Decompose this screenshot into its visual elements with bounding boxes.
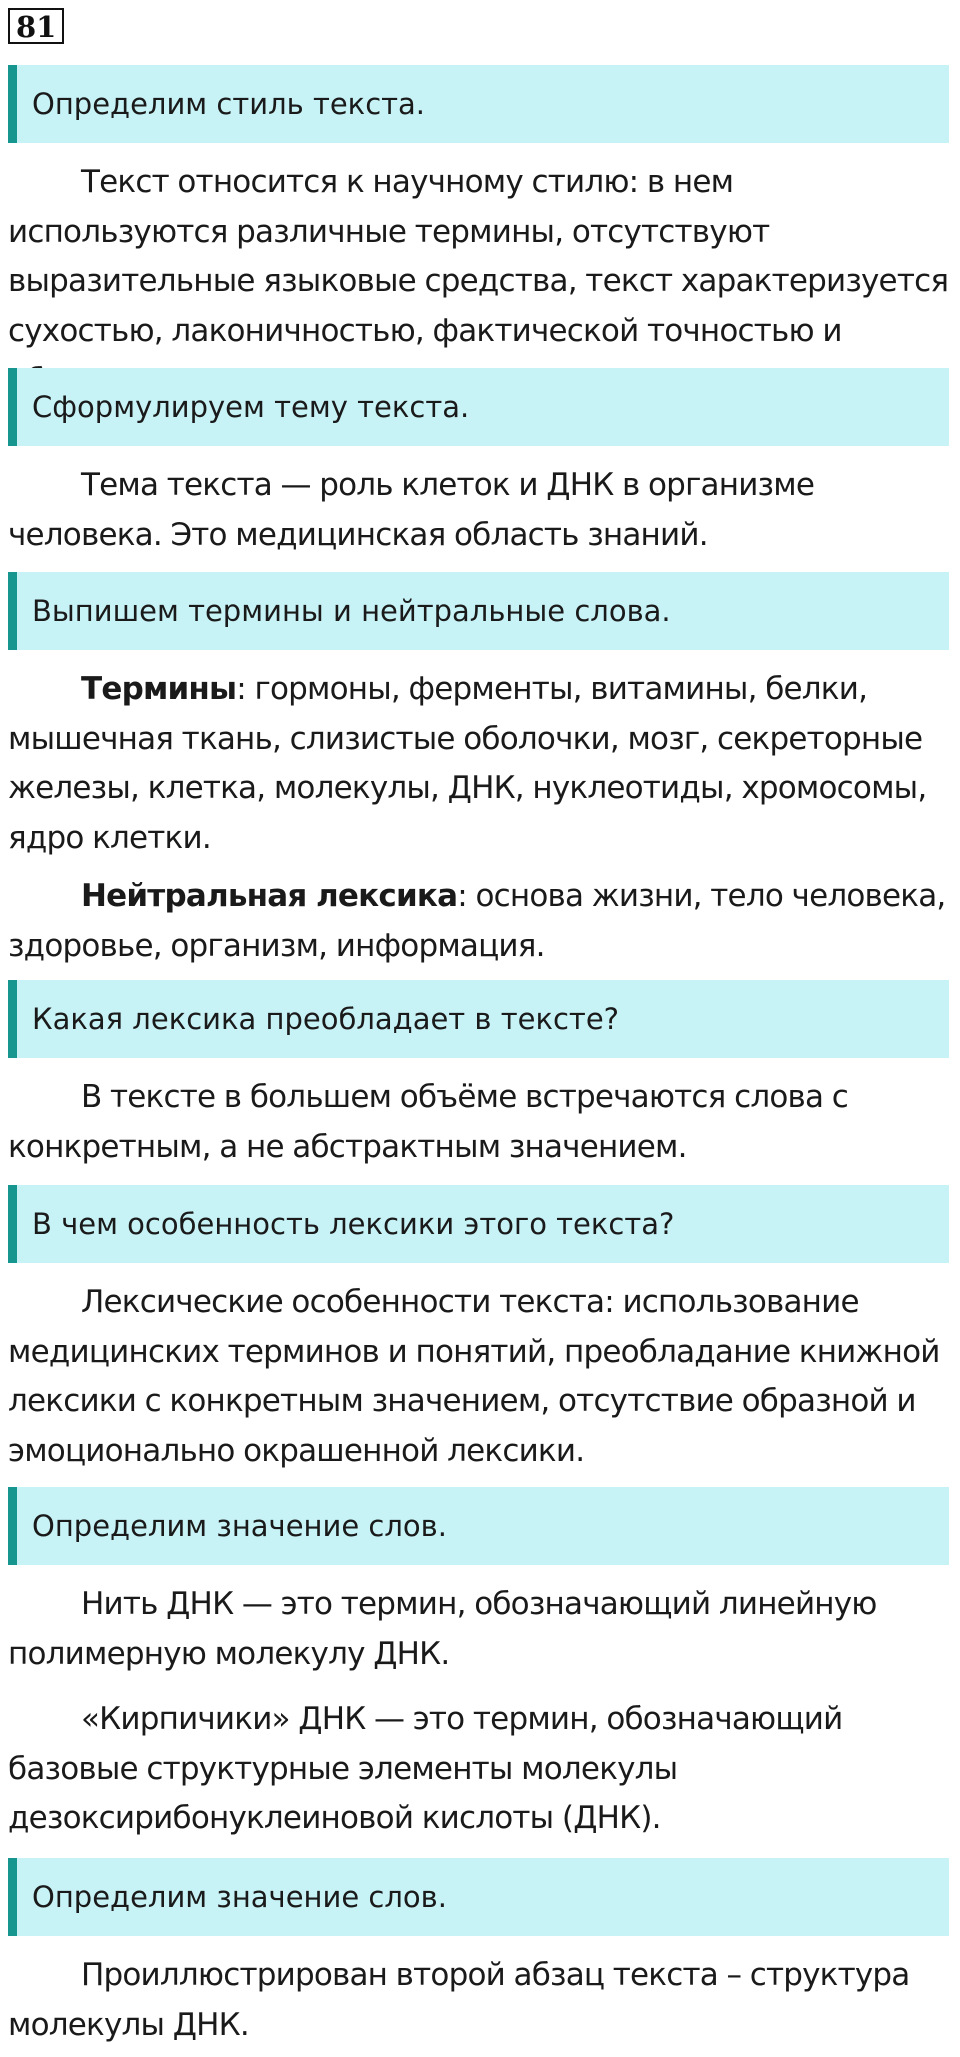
- paragraph: Нить ДНК — это термин, обозначающий линейную полимерную молекулу ДНК.: [8, 1586, 877, 1672]
- paragraph-text: : гормоны, ферменты, витамины, белки, мышечная ткань, слизистые оболочки, мозг, секреторные железы, клетка, молекулы, ДНК, нуклеотиды, хромосомы, ядро клетки.: [8, 671, 927, 856]
- section-heading: Определим стиль текста.: [8, 65, 949, 143]
- section-heading: Определим значение слов.: [8, 1858, 949, 1936]
- exercise-number: 81: [8, 8, 64, 44]
- paragraph: Проиллюстрирован второй абзац текста – структура молекулы ДНК.: [8, 1957, 910, 2043]
- section-heading: Определим значение слов.: [8, 1487, 949, 1565]
- term-label: Нейтральная лексика: [81, 878, 458, 914]
- term-label: Термины: [81, 671, 237, 707]
- section-heading: В чем особенность лексики этого текста?: [8, 1185, 949, 1263]
- paragraph-text: : основа жизни, тело человека, здоровье, организм, информация.: [8, 878, 946, 964]
- section-heading: Выпишем термины и нейтральные слова.: [8, 572, 949, 650]
- paragraph: Тема текста — роль клеток и ДНК в организме человека. Это медицинская область знаний.: [8, 467, 815, 553]
- paragraph: Лексические особенности текста: использование медицинских терминов и понятий, преобладание книжной лексики с конкретным значением, отсутствие образной и эмоционально окрашенной лексики.: [8, 1284, 940, 1469]
- paragraph: Текст относится к научному стилю: в нем используются различные термины, отсутствуют выразительные языковые средства, текст характеризуется сухостью, лаконичностью, фактической точностью и: [8, 164, 949, 349]
- paragraph: В тексте в большем объёме встречаются слова с конкретным, а не абстрактным значением.: [8, 1079, 848, 1165]
- paragraph: [8, 872, 953, 971]
- section-heading: Какая лексика преобладает в тексте?: [8, 980, 949, 1058]
- section-heading: Сформулируем тему текста.: [8, 368, 949, 446]
- paragraph: [8, 665, 953, 863]
- paragraph: «Кирпичики» ДНК — это термин, обозначающий базовые структурные элементы молекулы дезоксирибонуклеиновой кислоты (ДНК).: [8, 1701, 843, 1836]
